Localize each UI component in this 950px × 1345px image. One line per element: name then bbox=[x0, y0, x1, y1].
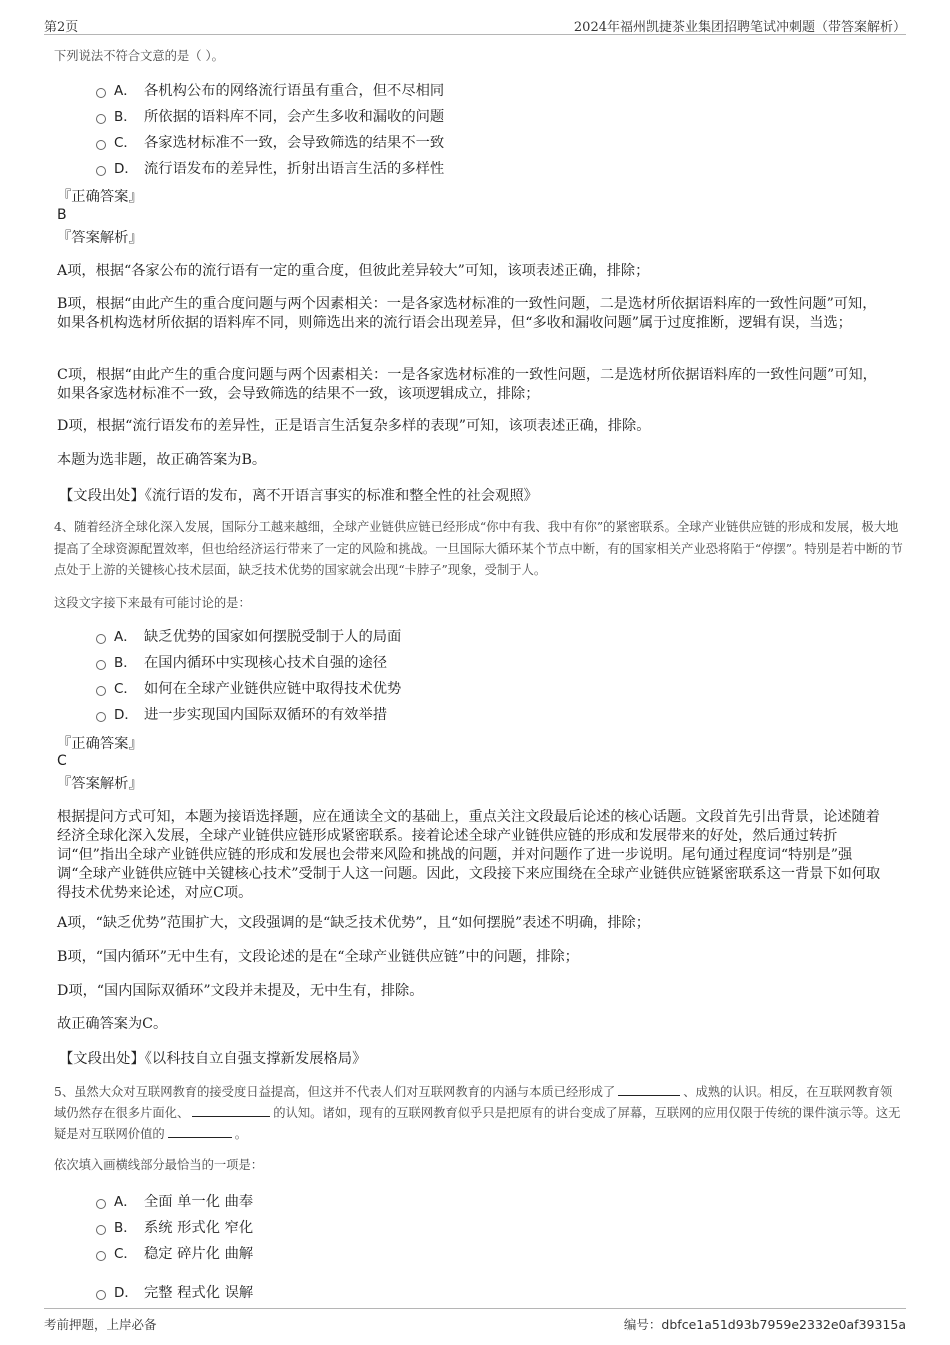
document-title: 2024年福州凯捷茶业集团招聘笔试冲刺题（带答案解析） bbox=[573, 20, 906, 35]
q3-stem: 下列说法不符合文意的是（ ）。 bbox=[54, 49, 224, 63]
q4-option-d[interactable]: D． 进一步实现国内国际双循环的有效举措 bbox=[96, 703, 387, 727]
q5-option-b[interactable]: B． 系统 形式化 窄化 bbox=[96, 1216, 253, 1240]
radio-icon[interactable] bbox=[96, 1225, 106, 1235]
q3-option-b[interactable]: B． 所依据的语料库不同，会产生多收和漏收的问题 bbox=[96, 105, 444, 129]
q3-analysis-d: D项，根据“流行语发布的差异性，正是语言生活复杂多样的表现”可知，该项表述正确，排除。 bbox=[57, 418, 651, 434]
q3-option-c[interactable]: C． 各家选材标准不一致，会导致筛选的结果不一致 bbox=[96, 131, 444, 155]
q4-option-a[interactable]: A． 缺乏优势的国家如何摆脱受制于人的局面 bbox=[96, 625, 401, 649]
q4-analysis-b: B项，“国内循环”无中生有，文段论述的是在“全球产业链供应链”中的问题，排除； bbox=[57, 949, 579, 965]
q4-analysis-conclusion: 故正确答案为C。 bbox=[57, 1016, 168, 1032]
radio-icon[interactable] bbox=[96, 166, 106, 176]
q4-stem: 这段文字接下来最有可能讨论的是： bbox=[54, 596, 251, 610]
page-footer bbox=[44, 1308, 906, 1335]
radio-icon[interactable] bbox=[96, 114, 106, 124]
q4-analysis-label: 『答案解析』 bbox=[57, 776, 143, 792]
q3-analysis-label: 『答案解析』 bbox=[57, 230, 143, 246]
radio-icon[interactable] bbox=[96, 712, 106, 722]
q3-source: 【文段出处】《流行语的发布，离不开语言事实的标准和整全性的社会观照》 bbox=[59, 488, 538, 504]
q3-option-a[interactable]: A． 各机构公布的网络流行语虽有重合，但不尽相同 bbox=[96, 79, 444, 103]
q5-option-d[interactable]: D． 完整 程式化 误解 bbox=[96, 1281, 253, 1305]
q5-option-c[interactable]: C． 稳定 碎片化 曲解 bbox=[96, 1242, 253, 1266]
radio-icon[interactable] bbox=[96, 1290, 106, 1300]
footer-slogan: 考前押题，上岸必备 bbox=[44, 1317, 157, 1332]
q3-answer: B bbox=[57, 207, 67, 223]
q4-analysis-d: D项，“国内国际双循环”文段并未提及，无中生有，排除。 bbox=[57, 983, 424, 999]
page-header bbox=[44, 14, 906, 35]
radio-icon[interactable] bbox=[96, 634, 106, 644]
blank-1[interactable] bbox=[618, 1083, 680, 1096]
q3-answer-label: 『正确答案』 bbox=[57, 189, 143, 205]
blank-3[interactable] bbox=[168, 1125, 232, 1138]
q5-stem: 依次填入画横线部分最恰当的一项是： bbox=[54, 1158, 264, 1172]
q3-analysis-a: A项，根据“各家公布的流行语有一定的重合度，但彼此差异较大”可知，该项表述正确，排除； bbox=[57, 263, 650, 279]
radio-icon[interactable] bbox=[96, 1199, 106, 1209]
q5-passage: 5、虽然大众对互联网教育的接受度日益提高，但这并不代表人们对互联网教育的内涵与本质已经形成了 、成熟的认识。相反，在互联网教育领域仍然存在很多片面化、 的认知。诸如，现有的互联网教育似乎只是把原有的讲台变成了屏幕，互联网的应用仅限于传统的课件演示等。这无疑是对互联网价值的 。 bbox=[54, 1085, 901, 1141]
radio-icon[interactable] bbox=[96, 1251, 106, 1261]
q3-analysis-conclusion: 本题为选非题，故正确答案为B。 bbox=[57, 452, 267, 468]
q4-answer-label: 『正确答案』 bbox=[57, 736, 143, 752]
radio-icon[interactable] bbox=[96, 660, 106, 670]
q4-analysis-main: 根据提问方式可知，本题为接语选择题，应在通读全文的基础上，重点关注文段最后论述的核心话题。文段首先引出背景，论述随着经济全球化深入发展，全球产业链供应链形成紧密联系。接着论述全球产业链供应链的形成和发展带来的好处，然后通过转折词“但”指出全球产业链供应链的形成和发展也会带来风险和挑战的问题，并对问题作了进一步说明。尾句通过程度词“特别是”强调“全球产业链供应链中关键核心技术”受制于人这一问题。因此，文段接下来应围绕在全球产业链供应链紧密联系这一背景下如何取得技术优势来论述，对应C项。 bbox=[57, 809, 881, 901]
q4-option-b[interactable]: B． 在国内循环中实现核心技术自强的途径 bbox=[96, 651, 387, 675]
radio-icon[interactable] bbox=[96, 88, 106, 98]
document-code: 编号：dbfce1a51d93b7959e2332e0af39315a bbox=[623, 1317, 906, 1332]
q4-analysis-a: A项，“缺乏优势”范围扩大，文段强调的是“缺乏技术优势”，且“如何摆脱”表述不明确，排除； bbox=[57, 915, 650, 931]
q3-option-d[interactable]: D． 流行语发布的差异性，折射出语言生活的多样性 bbox=[96, 157, 444, 181]
radio-icon[interactable] bbox=[96, 140, 106, 150]
radio-icon[interactable] bbox=[96, 686, 106, 696]
q5-option-a[interactable]: A． 全面 单一化 曲奉 bbox=[96, 1190, 253, 1214]
q4-passage: 4、随着经济全球化深入发展，国际分工越来越细，全球产业链供应链已经形成“你中有我、我中有你”的紧密联系。全球产业链供应链的形成和发展，极大地提高了全球资源配置效率，但也给经济运行带来了一定的风险和挑战。一旦国际大循环某个节点中断，有的国家相关产业恐将陷于“停摆”。特别是若中断的节点处于上游的关键核心技术层面，缺乏技术优势的国家就会出现“卡脖子”现象，受制于人。 bbox=[54, 520, 903, 577]
q4-source: 【文段出处】《以科技自立自强支撑新发展格局》 bbox=[59, 1051, 367, 1067]
page-number: 第2页 bbox=[44, 20, 79, 35]
q3-analysis-b: B项，根据“由此产生的重合度问题与两个因素相关：一是各家选材标准的一致性问题，二是选材所依据语料库的一致性问题”可知，如果各机构选材所依据的语料库不同，则筛选出来的流行语会出现差异，但“多收和漏收问题”属于过度推断，逻辑有误，当选； bbox=[57, 296, 877, 331]
q3-analysis-c: C项，根据“由此产生的重合度问题与两个因素相关：一是各家选材标准的一致性问题，二是选材所依据语料库的一致性问题”可知，如果各家选材标准不一致，会导致筛选的结果不一致，该项逻辑成立，排除； bbox=[57, 367, 877, 402]
blank-2[interactable] bbox=[192, 1104, 270, 1117]
q4-option-c[interactable]: C． 如何在全球产业链供应链中取得技术优势 bbox=[96, 677, 401, 701]
q4-answer: C bbox=[57, 753, 67, 769]
